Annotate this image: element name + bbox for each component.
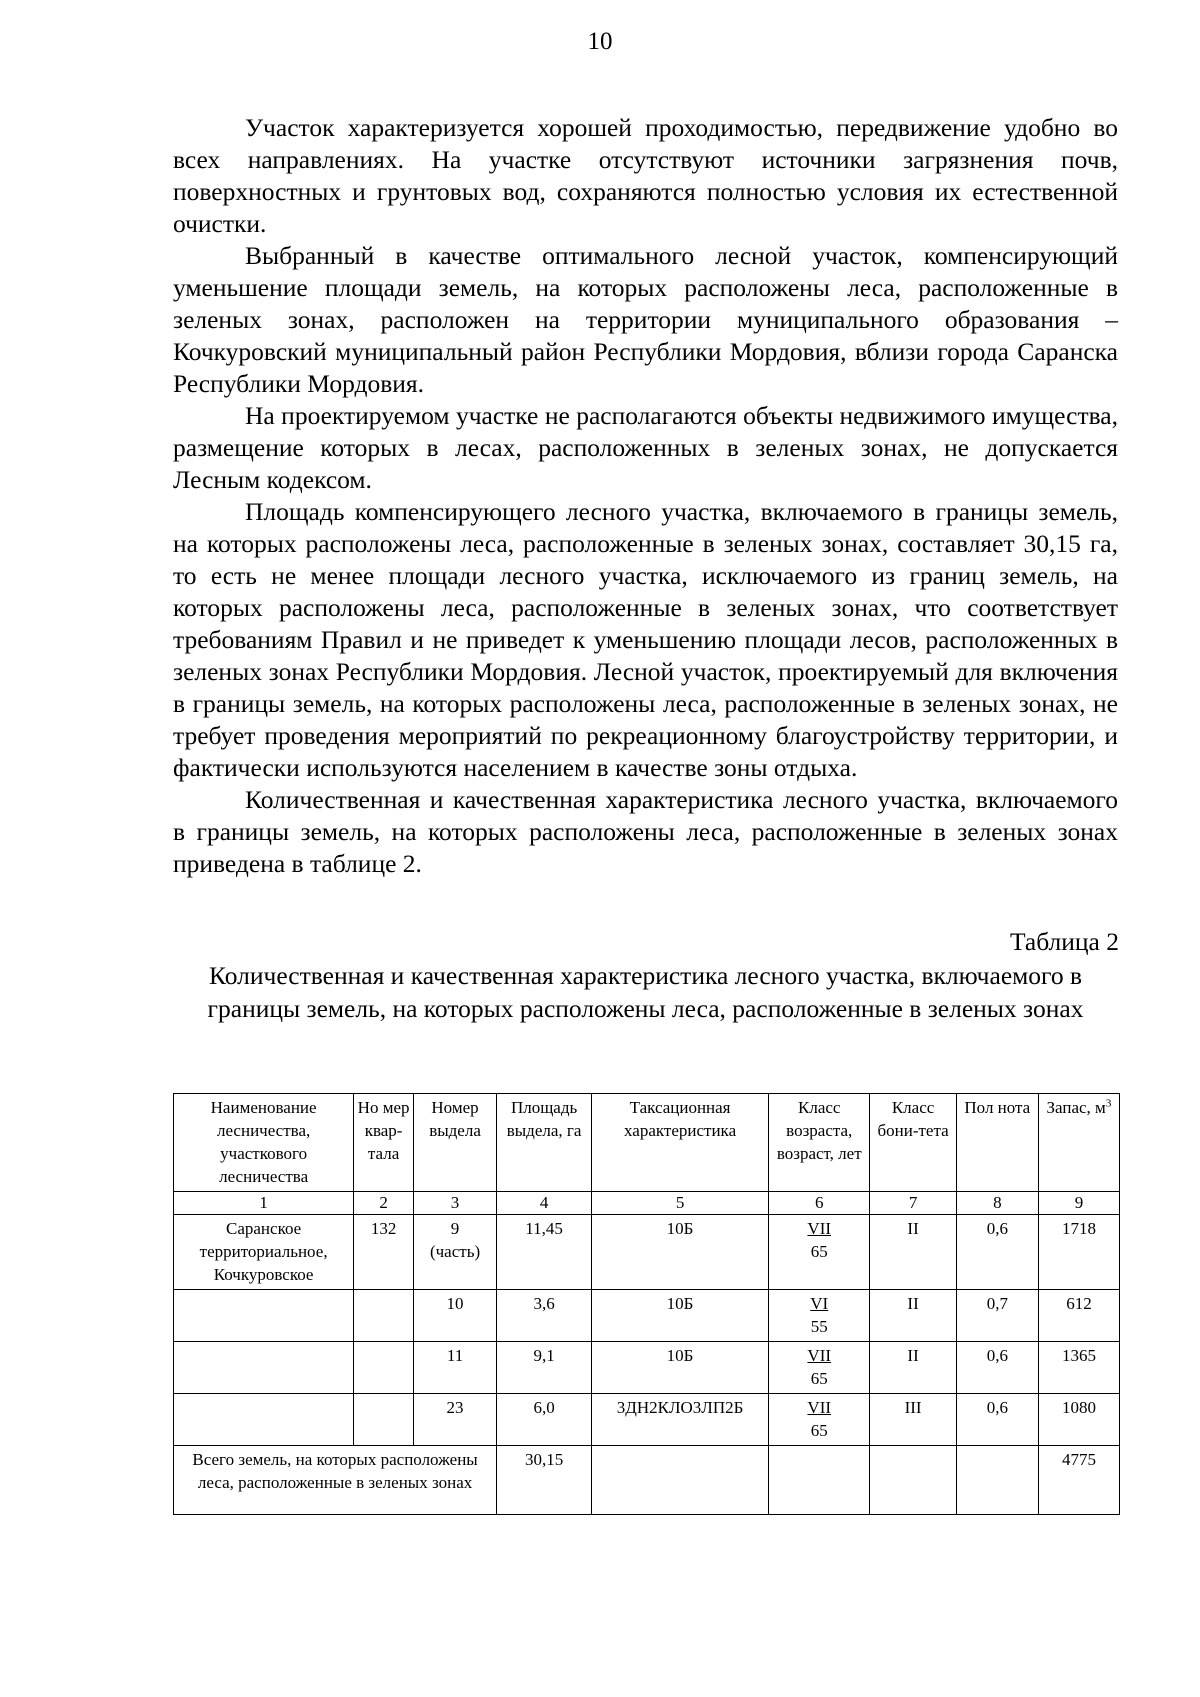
cell-forestry: [174, 1394, 354, 1446]
total-empty: [870, 1446, 956, 1515]
page-number: 10: [587, 28, 613, 55]
cell-taxation: 3ДН2КЛО3ЛП2Б: [592, 1394, 769, 1446]
paragraph: Участок характеризуется хорошей проходимостью, передвижение удобно во всех направлениях. На участке отсутствуют источники загрязнения почв, поверхностных и грунтовых вод, сохраняются полностью условия их естественной очистки.: [173, 113, 1118, 238]
paragraph: На проектируемом участке не располагаются объекты недвижимого имущества, размещение которых в лесах, расположенных в зеленых зонах, не допускается Лесным кодексом.: [173, 401, 1118, 494]
age-class-value: VII: [807, 1398, 832, 1417]
header-stock: [1038, 1094, 1119, 1192]
cell-bonitet: II: [870, 1215, 956, 1290]
paragraph: Площадь компенсирующего лесного участка, включаемого в границы земель, на которых расположены леса, расположенные в зеленых зонах, составляет 30,15 га, то есть не менее площади лесного участка, исключаемого из границ земель, на которых расположены леса, расположенные в зеленых зонах, что соответствует требованиям Правил и не приведет к уменьшению площади лесов, расположенных в зеленых зонах Республики Мордовия. Лесной участок, проектируемый для включения в границы земель, на которых расположены леса, расположенные в зеленых зонах, не требует проведения мероприятий по рекреационному благоустройству территории, и фактически используются населением в качестве зоны отдыха.: [173, 497, 1118, 782]
total-empty: [956, 1446, 1038, 1515]
cell-density: 0,7: [956, 1290, 1038, 1342]
column-number: 8: [956, 1192, 1038, 1215]
cell-density: 0,6: [956, 1342, 1038, 1394]
column-number: 3: [413, 1192, 496, 1215]
total-area: 30,15: [497, 1446, 592, 1515]
cell-bonitet: II: [870, 1342, 956, 1394]
header-bonitet: Класс бони-тета: [870, 1094, 956, 1192]
table-row: [174, 1342, 1120, 1394]
header-density: Пол нота: [956, 1094, 1038, 1192]
cell-taxation: 10Б: [592, 1290, 769, 1342]
table-label: Таблица 2: [1009, 927, 1119, 956]
age-value: 65: [810, 1421, 828, 1440]
column-number: 4: [497, 1192, 592, 1215]
header-stock-label: Запас, м: [1046, 1098, 1106, 1117]
cell-age-class: [769, 1290, 870, 1342]
cell-bonitet: II: [870, 1290, 956, 1342]
header-stock-sup: 3: [1105, 1097, 1112, 1110]
column-number: 7: [870, 1192, 956, 1215]
cell-forestry: [174, 1290, 354, 1342]
cell-age-class: [769, 1215, 870, 1290]
total-empty: [592, 1446, 769, 1515]
header-quarter: Но мер квар-тала: [354, 1094, 414, 1192]
cell-plot: 11: [413, 1342, 496, 1394]
cell-age-class: [769, 1342, 870, 1394]
age-class-value: VII: [807, 1346, 832, 1365]
cell-area: 9,1: [497, 1342, 592, 1394]
cell-stock: 1365: [1038, 1342, 1119, 1394]
cell-stock: 1080: [1038, 1394, 1119, 1446]
header-age-class: Класс возраста, возраст, лет: [769, 1094, 870, 1192]
column-number: 1: [174, 1192, 354, 1215]
cell-plot: 9 (часть): [413, 1215, 496, 1290]
table-header-row: [174, 1094, 1120, 1192]
cell-area: 6,0: [497, 1394, 592, 1446]
cell-stock: 1718: [1038, 1215, 1119, 1290]
total-label: Всего земель, на которых расположены леса, расположенные в зеленых зонах: [174, 1446, 497, 1515]
header-plot: Номер выдела: [413, 1094, 496, 1192]
total-stock: 4775: [1038, 1446, 1119, 1515]
paragraph: Количественная и качественная характеристика лесного участка, включаемого в границы земель, на которых расположены леса, расположенные в зеленых зонах приведена в таблице 2.: [173, 785, 1118, 878]
cell-quarter: 132: [354, 1215, 414, 1290]
paragraph: Выбранный в качестве оптимального лесной участок, компенсирующий уменьшение площади земель, на которых расположены леса, расположенные в зеленых зонах, расположен на территории муниципального образования – Кочкуровский муниципальный район Республики Мордовия, вблизи города Саранска Республики Мордовия.: [173, 241, 1118, 398]
age-class-value: VI: [810, 1294, 829, 1313]
cell-quarter: [354, 1394, 414, 1446]
column-number: 9: [1038, 1192, 1119, 1215]
cell-quarter: [354, 1290, 414, 1342]
column-number: 2: [354, 1192, 414, 1215]
cell-area: 11,45: [497, 1215, 592, 1290]
cell-stock: 612: [1038, 1290, 1119, 1342]
age-value: 55: [810, 1317, 828, 1336]
forest-plot-table: [173, 1093, 1120, 1515]
table-row: [174, 1394, 1120, 1446]
cell-density: 0,6: [956, 1394, 1038, 1446]
cell-density: 0,6: [956, 1215, 1038, 1290]
cell-quarter: [354, 1342, 414, 1394]
column-number: 5: [592, 1192, 769, 1215]
table-row: [174, 1215, 1120, 1290]
cell-area: 3,6: [497, 1290, 592, 1342]
cell-forestry: Саранское территориальное, Кочкуровское: [174, 1215, 354, 1290]
age-class-value: VII: [807, 1219, 832, 1238]
header-taxation: Таксационная характеристика: [592, 1094, 769, 1192]
column-number-row: [174, 1192, 1120, 1215]
header-area: Площадь выдела, га: [497, 1094, 592, 1192]
cell-age-class: [769, 1394, 870, 1446]
cell-taxation: 10Б: [592, 1215, 769, 1290]
cell-forestry: [174, 1342, 354, 1394]
cell-bonitet: III: [870, 1394, 956, 1446]
age-value: 65: [810, 1242, 828, 1261]
table-row: [174, 1290, 1120, 1342]
total-empty: [769, 1446, 870, 1515]
column-number: 6: [769, 1192, 870, 1215]
cell-taxation: 10Б: [592, 1342, 769, 1394]
header-forestry: Наименование лесничества, участкового лесничества: [174, 1094, 354, 1192]
cell-plot: 23: [413, 1394, 496, 1446]
cell-plot: 10: [413, 1290, 496, 1342]
table-total-row: [174, 1446, 1120, 1515]
body-text: [173, 112, 1118, 880]
age-value: 65: [810, 1369, 828, 1388]
table-title: Количественная и качественная характеристика лесного участка, включаемого в границы земель, на которых расположены леса, расположенные в зеленых зонах: [207, 961, 1084, 1023]
